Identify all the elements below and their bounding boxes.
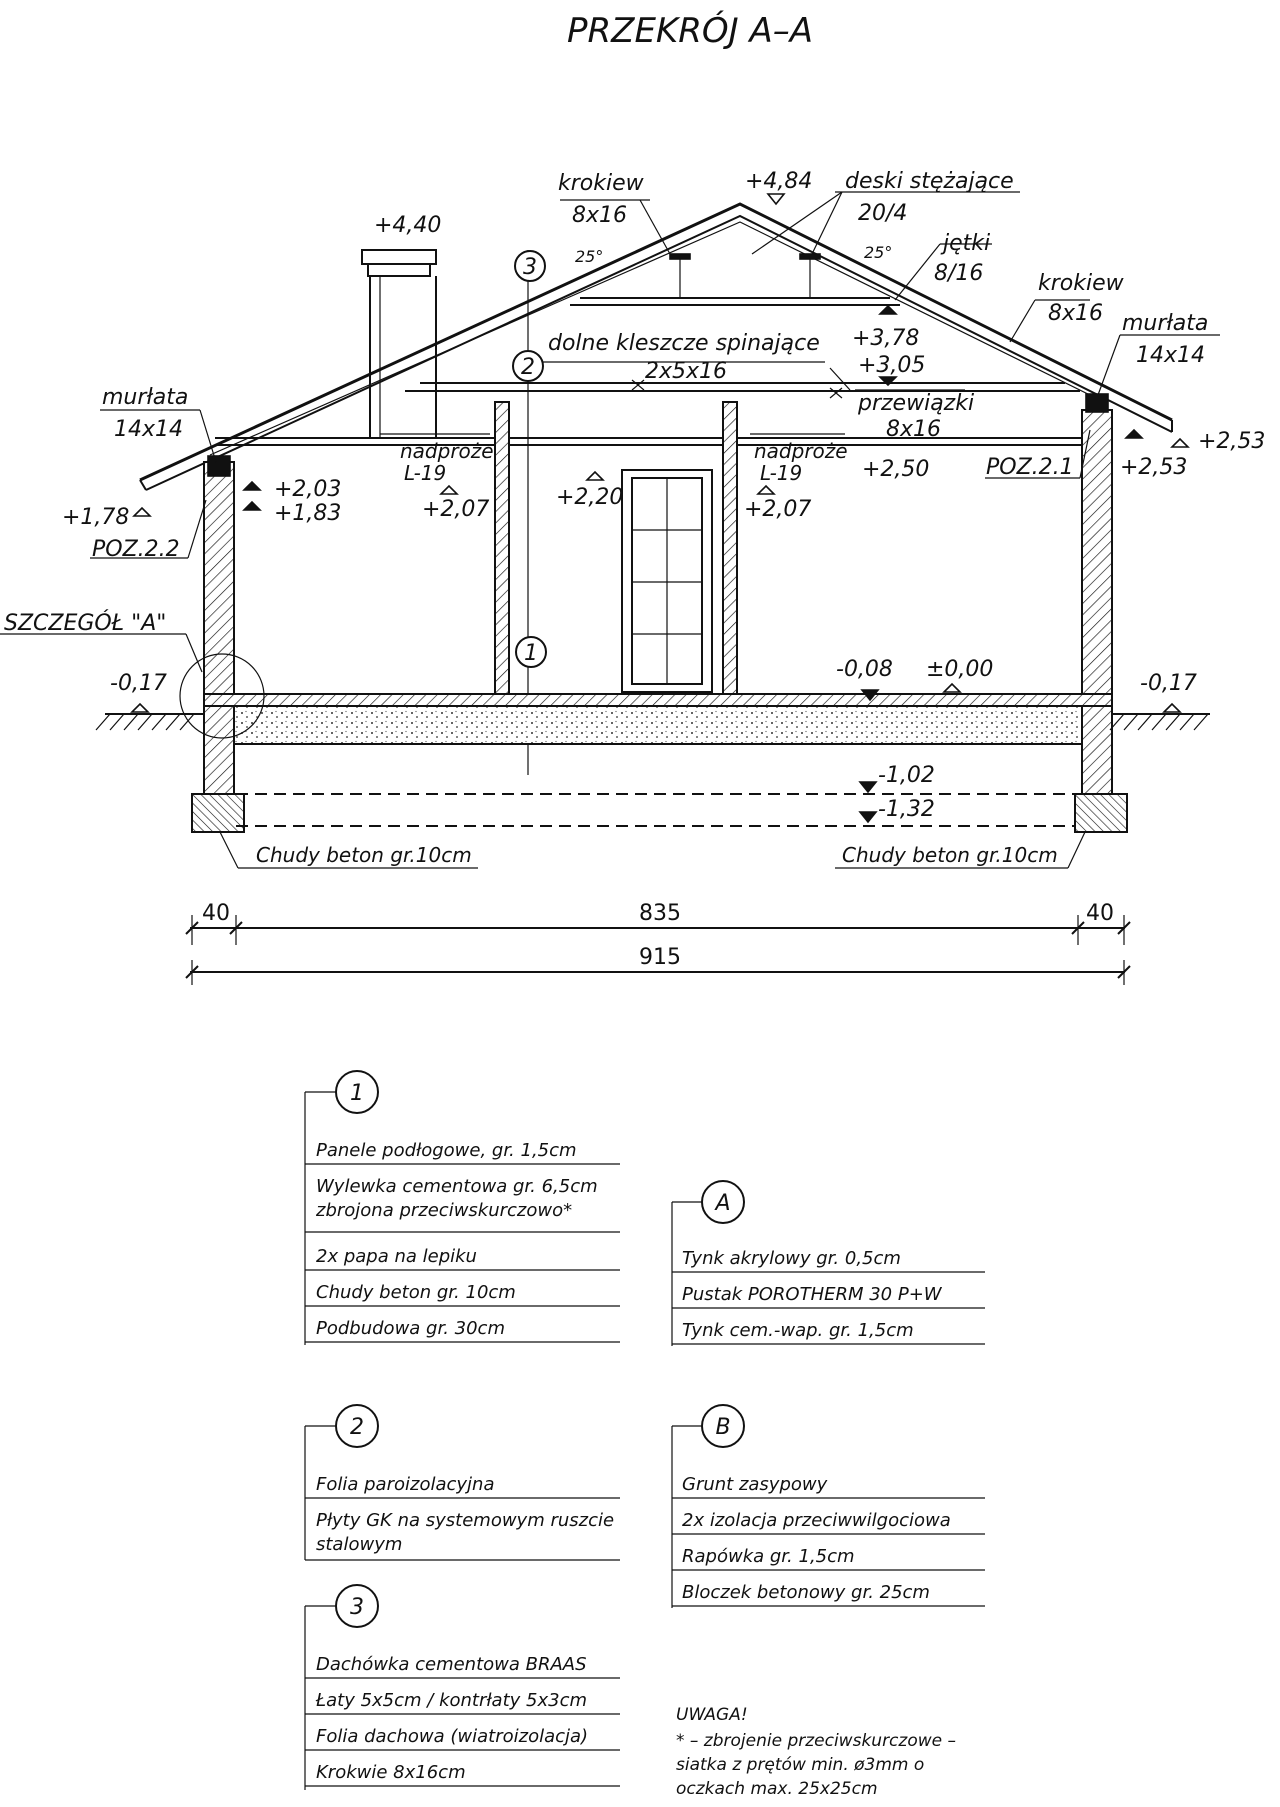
legend-group-a [672, 1181, 985, 1346]
svg-text:B: B [715, 1415, 731, 1440]
svg-text:1: 1 [524, 641, 538, 666]
detail-a-label: SZCZEGÓŁ "A" [4, 611, 167, 636]
deski-size: 20/4 [858, 201, 908, 226]
partition-left [495, 402, 509, 702]
legend-1-row-1: Panele podłogowe, gr. 1,5cm [316, 1140, 577, 1161]
partition-right [723, 402, 737, 702]
wall-left-ring-level: +1,83 [274, 501, 342, 526]
dim-middle: 835 [639, 901, 681, 926]
murlata-left-name: murłata [102, 385, 189, 410]
left-wall [204, 462, 234, 702]
dim-total: 915 [639, 945, 681, 970]
kleszcze-size: 2x5x16 [645, 359, 728, 384]
legend-2-row-1: Folia paroizolacyjna [316, 1474, 495, 1495]
legend-1-row-5: Chudy beton gr. 10cm [316, 1282, 516, 1303]
jetki-name: jętki [943, 231, 991, 256]
przewiazki-size: 8x16 [886, 417, 942, 442]
legend-3-row-2: Łaty 5x5cm / kontrłaty 5x3cm [316, 1690, 587, 1711]
svg-text:3: 3 [523, 255, 537, 280]
chimney-level: +4,40 [374, 213, 442, 238]
right-wall [1082, 410, 1112, 702]
svg-text:1: 1 [350, 1081, 364, 1106]
legend-group-1 [305, 1071, 620, 1345]
leader-lines [0, 192, 1220, 868]
legend-3-row-4: Krokwie 8x16cm [316, 1762, 466, 1783]
legend-b-row-4: Bloczek betonowy gr. 25cm [682, 1582, 930, 1603]
foot-top-level: -1,02 [878, 763, 935, 788]
nadproze-right-name: nadproże [754, 439, 848, 463]
note-line-1: * – zbrojenie przeciwskurczowe – [676, 1731, 956, 1751]
legend-b-row-2: 2x izolacja przeciwwilgociowa [682, 1510, 951, 1531]
door-top-level: +2,20 [556, 485, 624, 510]
ground-right-level: -0,17 [1140, 671, 1197, 696]
note-title: UWAGA! [676, 1705, 748, 1725]
marker-2 [513, 351, 543, 381]
legend-3-row-3: Folia dachowa (wiatroizolacja) [316, 1726, 589, 1747]
slope-left: 25° [575, 247, 604, 266]
eave-left-level: +1,78 [62, 505, 130, 530]
lintel-right-level: +2,07 [744, 497, 812, 522]
nadproze-right-size: L-19 [760, 461, 803, 485]
deski-name: deski stężające [845, 169, 1014, 194]
marker-1 [516, 637, 546, 667]
svg-text:3: 3 [350, 1595, 364, 1620]
legend-1-row-6: Podbudowa gr. 30cm [316, 1318, 505, 1339]
ceiling-level: +2,50 [862, 457, 930, 482]
annotations [4, 169, 1265, 867]
wall-top-right-level: +2,53 [1120, 455, 1188, 480]
eave-right-level: +2,53 [1198, 429, 1266, 454]
ridge-level: +4,84 [745, 169, 813, 194]
nadproze-left-size: L-19 [404, 461, 447, 485]
kleszcze-name: dolne kleszcze spinające [548, 331, 820, 356]
legend-3-row-1: Dachówka cementowa BRAAS [316, 1654, 587, 1675]
murlata-right-size: 14x14 [1136, 343, 1206, 368]
wall-left-top-level: +2,03 [274, 477, 342, 502]
ground-left-level: -0,17 [110, 671, 167, 696]
poz21-label: POZ.2.1 [986, 455, 1074, 480]
chudy-left-label: Chudy beton gr.10cm [256, 843, 472, 867]
dim-left: 40 [202, 901, 230, 926]
murlata-left-size: 14x14 [114, 417, 184, 442]
legend-a-row-3: Tynk cem.-wap. gr. 1,5cm [682, 1320, 914, 1341]
note [676, 1705, 956, 1799]
kleszcze-level: +3,05 [858, 353, 926, 378]
svg-text:A: A [715, 1191, 731, 1216]
nadproze-left-name: nadproże [400, 439, 494, 463]
floor-struct-level: -0,08 [836, 657, 893, 682]
foundation-left [204, 706, 234, 794]
foundation-right [1082, 706, 1112, 794]
legend-group-b [672, 1405, 985, 1608]
floor-finish-level: ±0,00 [926, 657, 994, 682]
drawing-title: PRZEKRÓJ A–A [567, 11, 813, 51]
legend-b-row-1: Grunt zasypowy [682, 1474, 828, 1495]
slope-right: 25° [864, 243, 893, 262]
murlata-right-name: murłata [1122, 311, 1209, 336]
legend-group-2 [305, 1405, 620, 1560]
door [622, 470, 712, 692]
floor-slab [234, 706, 1082, 744]
footing-right [1075, 794, 1127, 832]
legend-a-row-2: Pustak POROTHERM 30 P+W [682, 1284, 942, 1305]
krokiew-right-name: krokiew [1038, 271, 1124, 296]
krokiew-left-size: 8x16 [572, 203, 628, 228]
legend-1-row-2: Wylewka cementowa gr. 6,5cm [316, 1176, 598, 1197]
svg-text:2: 2 [521, 355, 535, 380]
dim-right: 40 [1086, 901, 1114, 926]
jetki-size: 8/16 [934, 261, 984, 286]
legend-2-row-2: Płyty GK na systemowym ruszcie [316, 1510, 615, 1531]
floor-finish [204, 694, 1112, 706]
legend-1-row-4: 2x papa na lepiku [316, 1246, 477, 1267]
poz22-label: POZ.2.2 [92, 537, 180, 562]
legend-group-3 [305, 1585, 620, 1790]
note-line-3: oczkach max. 25x25cm [676, 1779, 878, 1799]
legend-1-row-3: zbrojona przeciwskurczowo* [316, 1200, 573, 1221]
legend-b-row-3: Rapówka gr. 1,5cm [682, 1546, 855, 1567]
note-line-2: siatka z prętów min. ø3mm o [676, 1755, 925, 1775]
jetki-level: +3,78 [852, 326, 920, 351]
lintel-left-level: +2,07 [422, 497, 490, 522]
chimney [362, 250, 436, 438]
legend-a-row-1: Tynk akrylowy gr. 0,5cm [682, 1248, 901, 1269]
krokiew-right-size: 8x16 [1048, 301, 1104, 326]
krokiew-left-name: krokiew [558, 171, 644, 196]
svg-text:2: 2 [350, 1415, 364, 1440]
legend-2-row-3: stalowym [316, 1534, 403, 1555]
building-section [96, 204, 1210, 832]
marker-3 [515, 251, 545, 281]
foot-bottom-level: -1,32 [878, 797, 935, 822]
chudy-right-label: Chudy beton gr.10cm [842, 843, 1058, 867]
przewiazki-name: przewiązki [858, 391, 975, 416]
dimension-lines [186, 901, 1130, 985]
